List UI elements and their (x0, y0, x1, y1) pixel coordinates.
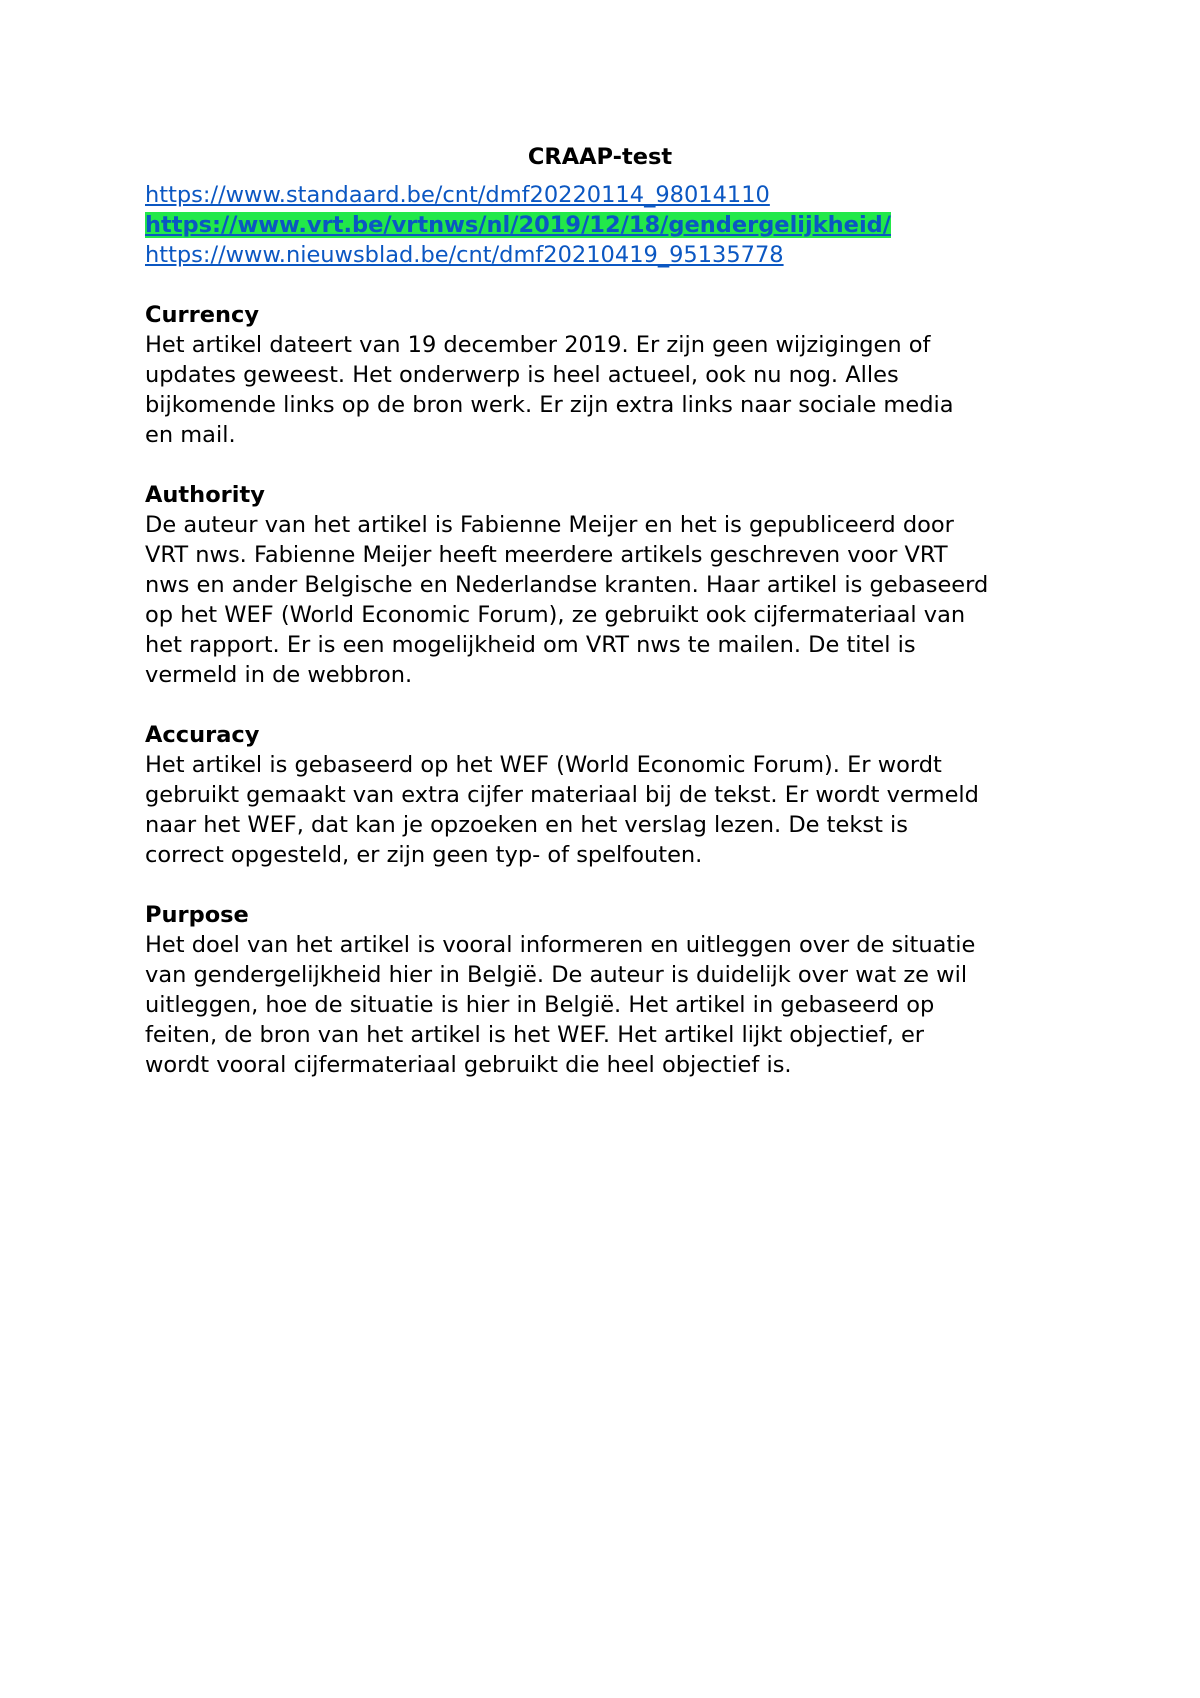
section-authority (145, 480, 1065, 690)
source-link-vrt[interactable] (145, 210, 1065, 240)
source-link-nieuwsblad[interactable]: https://www.nieuwsblad.be/cnt/dmf20210419_95135778 (145, 242, 784, 268)
text-line: vermeld in de webbron. (145, 662, 413, 688)
section-heading-purpose: Purpose (145, 902, 249, 928)
source-link-vrt-text: https://www.vrt.be/vrtnws/nl/2019/12/18/gendergelijkheid/ (145, 212, 891, 238)
text-line: en mail. (145, 422, 236, 448)
text-line: bijkomende links op de bron werk. Er zijn extra links naar sociale media (145, 392, 954, 418)
text-line: op het WEF (World Economic Forum), ze gebruikt ook cijfermateriaal van (145, 602, 966, 628)
document-content (145, 142, 1065, 1110)
text-line: van gendergelijkheid hier in België. De auteur is duidelijk over wat ze wil (145, 962, 968, 988)
section-body-accuracy (145, 750, 1065, 870)
section-heading-accuracy: Accuracy (145, 722, 260, 748)
document-title: CRAAP-test (527, 144, 673, 170)
text-line: De auteur van het artikel is Fabienne Meijer en het is gepubliceerd door (145, 512, 954, 538)
text-line: Het artikel dateert van 19 december 2019. Er zijn geen wijzigingen of (145, 332, 931, 358)
text-line: wordt vooral cijfermateriaal gebruikt die heel objectief is. (145, 1052, 792, 1078)
text-line: uitleggen, hoe de situatie is hier in België. Het artikel in gebaseerd op (145, 992, 935, 1018)
section-purpose (145, 900, 1065, 1080)
text-line: het rapport. Er is een mogelijkheid om VRT nws te mailen. De titel is (145, 632, 916, 658)
text-line: Het artikel is gebaseerd op het WEF (World Economic Forum). Er wordt (145, 752, 942, 778)
source-links (145, 180, 1065, 270)
text-line: updates geweest. Het onderwerp is heel actueel, ook nu nog. Alles (145, 362, 899, 388)
text-line: correct opgesteld, er zijn geen typ- of spelfouten. (145, 842, 703, 868)
text-line: naar het WEF, dat kan je opzoeken en het verslag lezen. De tekst is (145, 812, 909, 838)
section-body-authority (145, 510, 1065, 690)
text-line: Het doel van het artikel is vooral informeren en uitleggen over de situatie (145, 932, 976, 958)
section-accuracy (145, 720, 1065, 870)
text-line: feiten, de bron van het artikel is het WEF. Het artikel lijkt objectief, er (145, 1022, 925, 1048)
section-body-currency (145, 330, 1065, 450)
section-heading-authority: Authority (145, 482, 265, 508)
text-line: gebruikt gemaakt van extra cijfer materiaal bij de tekst. Er wordt vermeld (145, 782, 979, 808)
text-line: VRT nws. Fabienne Meijer heeft meerdere artikels geschreven voor VRT (145, 542, 948, 568)
section-currency (145, 300, 1065, 450)
source-link-standaard[interactable]: https://www.standaard.be/cnt/dmf20220114_98014110 (145, 182, 770, 208)
section-heading-currency: Currency (145, 302, 260, 328)
section-body-purpose (145, 930, 1065, 1080)
text-line: nws en ander Belgische en Nederlandse kranten. Haar artikel is gebaseerd (145, 572, 989, 598)
